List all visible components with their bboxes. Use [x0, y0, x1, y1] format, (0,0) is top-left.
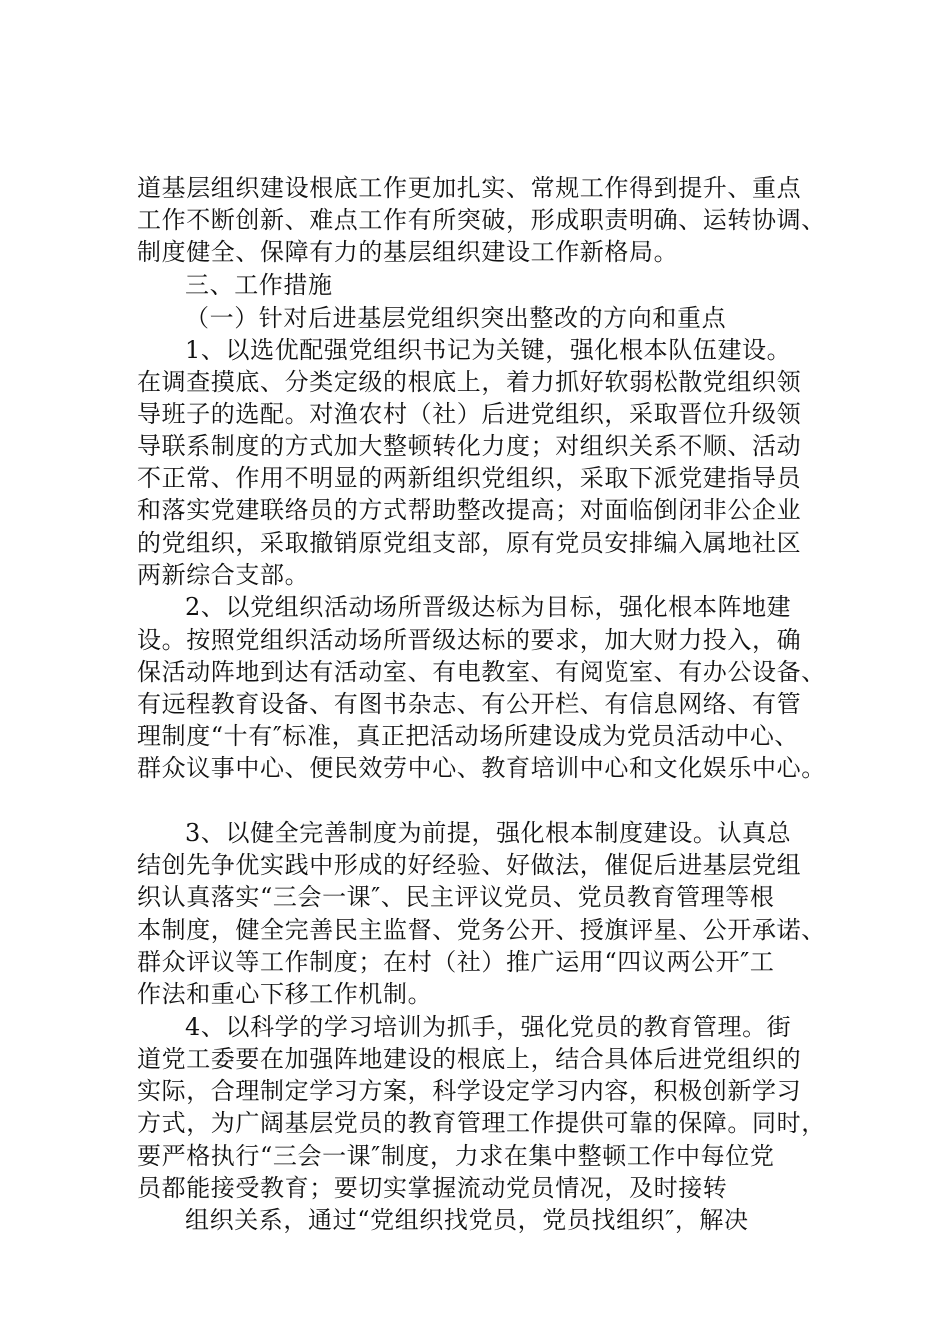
text-line: 的党组织，采取撤销原党组支部，原有党员安排编入属地社区	[137, 529, 802, 557]
text-line: 两新综合支部。	[137, 561, 310, 589]
text-line: 员都能接受教育；要切实掌握流动党员情况，及时接转	[137, 1174, 728, 1202]
text-line: 3、以健全完善制度为前提，强化根本制度建设。认真总	[185, 819, 792, 847]
subsection-heading: （一）针对后进基层党组织突出整改的方向和重点	[185, 304, 727, 332]
text-line: 1、以选优配强党组织书记为关键，强化根本队伍建设。	[185, 336, 792, 364]
text-line: 实际，合理制定学习方案，科学设定学习内容，积极创新学习	[137, 1077, 802, 1105]
text-line: 方式，为广阔基层党员的教育管理工作提供可靠的保障。同时，	[137, 1109, 826, 1137]
text-line: 工作不断创新、难点工作有所突破，形成职责明确、运转协调、	[137, 206, 826, 234]
text-line: 2、以党组织活动场所晋级达标为目标，强化根本阵地建	[185, 593, 792, 621]
text-line: 要严格执行“三会一课″制度，力求在集中整顿工作中每位党	[137, 1142, 775, 1170]
text-line: 作法和重心下移工作机制。	[137, 980, 433, 1008]
text-line: 道基层组织建设根底工作更加扎实、常规工作得到提升、重点	[137, 174, 802, 202]
text-line: 不正常、作用不明显的两新组织党组织，采取下派党建指导员	[137, 464, 802, 492]
text-line: 群众评议等工作制度；在村（社）推广运用“四议两公开″工	[137, 948, 775, 976]
text-line: 导班子的选配。对渔农村（社）后进党组织，采取晋位升级领	[137, 400, 802, 428]
text-line: 结创先争优实践中形成的好经验、好做法，催促后进基层党组	[137, 851, 802, 879]
text-line: 理制度“十有″标准，真正把活动场所建设成为党员活动中心、	[137, 722, 800, 750]
text-line: 道党工委要在加强阵地建设的根底上，结合具体后进党组织的	[137, 1045, 802, 1073]
text-line: 和落实党建联络员的方式帮助整改提高；对面临倒闭非公企业	[137, 496, 802, 524]
text-line: 保活动阵地到达有活动室、有电教室、有阅览室、有办公设备、	[137, 658, 826, 686]
text-line: 本制度，健全完善民主监督、党务公开、授旗评星、公开承诺、	[137, 916, 826, 944]
text-line: 设。按照党组织活动场所晋级达标的要求，加大财力投入，确	[137, 626, 802, 654]
text-line: 群众议事中心、便民效劳中心、教育培训中心和文化娱乐中心。	[137, 754, 826, 782]
text-line: 在调查摸底、分类定级的根底上，着力抓好软弱松散党组织领	[137, 368, 802, 396]
text-line: 有远程教育设备、有图书杂志、有公开栏、有信息网络、有管	[137, 690, 802, 718]
text-line: 制度健全、保障有力的基层组织建设工作新格局。	[137, 238, 679, 266]
text-line: 织认真落实“三会一课″、民主评议党员、党员教育管理等根	[137, 883, 775, 911]
text-line: 导联系制度的方式加大整顿转化力度；对组织关系不顺、活动	[137, 432, 802, 460]
text-line: 4、以科学的学习培训为抓手，强化党员的教育管理。街	[185, 1013, 792, 1041]
section-heading: 三、工作措施	[185, 271, 333, 299]
text-line: 组织关系，通过“党组织找党员，党员找组织″，解决	[185, 1206, 749, 1234]
